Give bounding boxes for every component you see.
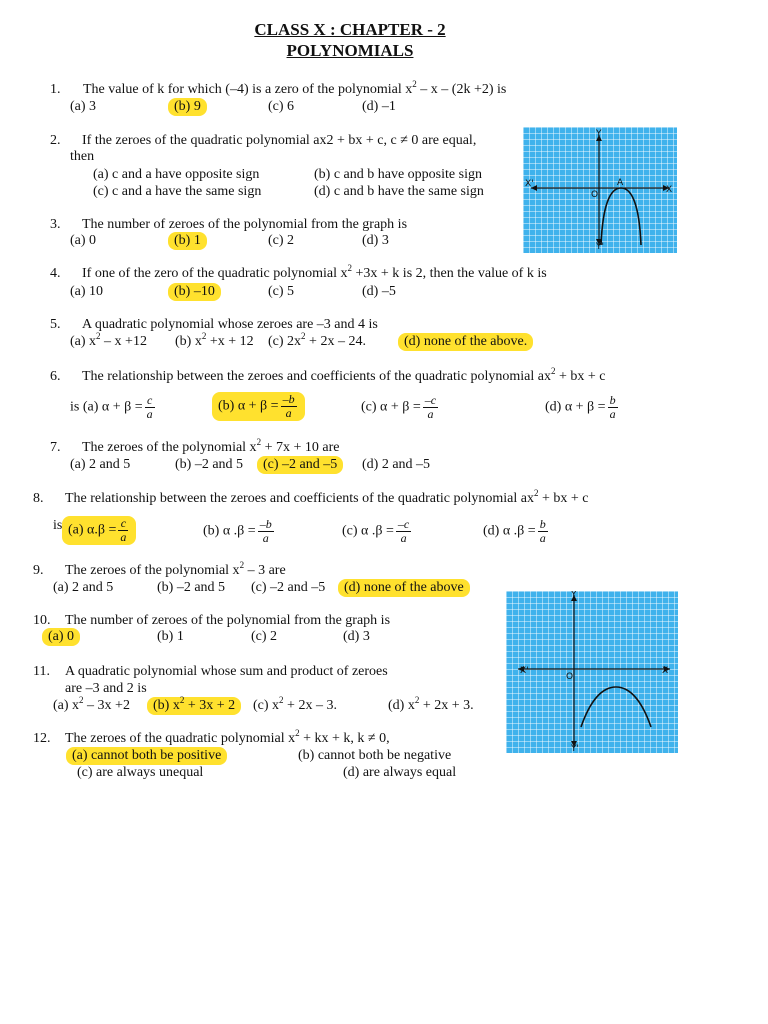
q8-text: The relationship between the zeroes and coefficients of the quadratic polynomial $ax^2$ + bx + c	[65, 488, 589, 506]
g2-y-label: Y	[571, 591, 577, 600]
g1-origin-label: O	[591, 190, 599, 200]
q5-option-b: (b) $x^2 +x + 12$	[175, 331, 254, 349]
q10-number: 10.	[33, 613, 51, 628]
q10-option-b: (b) 1	[157, 629, 184, 644]
q3-option-a: (a) 0	[70, 233, 97, 248]
q2-number: 2.	[50, 133, 61, 148]
g1-x-label: X	[666, 185, 673, 195]
q3-option-c: (c) 2	[268, 233, 295, 248]
q1-text: The value of k for which (–4) is a zero of the polynomial $x^2 - x - (2k +2)$ is	[83, 79, 507, 97]
q2-text-cont: then	[70, 149, 95, 164]
q4-option-a: (a) 10	[70, 284, 104, 299]
q11-option-c: (c) $x^2 + 2x - 3$.	[253, 695, 337, 713]
q8-option-a: (a) α.β = $\frac{c}{a}$	[62, 516, 136, 545]
q3-text: The number of zeroes of the polynomial from the graph is	[82, 217, 408, 232]
q10-option-c: (c) 2	[251, 629, 278, 644]
q1-option-d: (d) –1	[362, 99, 396, 114]
q12-option-b: (b) cannot both be negative	[298, 748, 452, 763]
q9-number: 9.	[33, 563, 44, 578]
q5-option-d: (d) none of the above.	[398, 333, 533, 351]
q4-option-c: (c) 5	[268, 284, 295, 299]
q4-text: If one of the zero of the quadratic polynomial $x^2 +3x + k$ is 2, then the value of k is	[82, 263, 547, 281]
q10-option-d: (d) 3	[343, 629, 370, 644]
q12-text: The zeroes of the quadratic polynomial $x^2$ + kx + k, k ≠ 0,	[65, 728, 390, 746]
q11-number: 11.	[33, 664, 50, 679]
q9-option-d: (d) none of the above	[338, 579, 470, 597]
q5-number: 5.	[50, 317, 61, 332]
q6-option-c: (c) α + β = $\frac{-c}{a}$	[361, 393, 437, 421]
page-title: CLASS X : CHAPTER - 2	[254, 20, 446, 39]
q1-number: 1.	[50, 82, 61, 97]
q7-option-a: (a) 2 and 5	[70, 457, 131, 472]
parabola-graph-no-zero	[506, 591, 678, 753]
q11-option-a: (a) $x^2 - 3x +2$	[53, 695, 130, 713]
q2-text: If the zeroes of the quadratic polynomial ax2 + bx + c, c ≠ 0 are equal,	[82, 133, 477, 148]
q3-option-d: (d) 3	[362, 233, 389, 248]
q4-number: 4.	[50, 266, 61, 281]
q6-option-a: is (a) α + β = $\frac{c}{a}$	[70, 393, 153, 421]
q8-option-c: (c) α .β = $\frac{-c}{a}$	[342, 517, 410, 545]
q6-number: 6.	[50, 369, 61, 384]
q7-text: The zeroes of the polynomial $x^2 + 7x + 10$ are	[82, 437, 340, 455]
q12-option-d: (d) are always equal	[343, 765, 457, 780]
g2-origin-label: O	[566, 672, 574, 682]
q12-option-c: (c) are always unequal	[77, 765, 204, 780]
q7-option-d: (d) 2 and –5	[362, 457, 431, 472]
q11-text: A quadratic polynomial whose sum and product of zeroes	[65, 664, 388, 679]
q1-option-a: (a) 3	[70, 99, 97, 114]
q7-option-b: (b) –2 and 5	[175, 457, 244, 472]
q12-option-a: (a) cannot both be positive	[66, 747, 227, 765]
q8-number: 8.	[33, 491, 44, 506]
parabola-graph-one-zero	[523, 127, 677, 253]
q2-option-c: (c) c and a have the same sign	[93, 184, 262, 199]
q6-option-b: (b) α + β = $\frac{-b}{a}$	[212, 392, 305, 421]
q3-number: 3.	[50, 217, 61, 232]
q2-option-d: (d) c and b have the same sign	[314, 184, 484, 199]
q2-option-a: (a) c and a have opposite sign	[93, 167, 260, 182]
page-subtitle: POLYNOMIALS	[286, 41, 414, 60]
q3-option-b: (b) 1	[168, 232, 207, 250]
q1-option-c: (c) 6	[268, 99, 295, 114]
g1-xp-label: X'	[525, 179, 534, 189]
q8-option-b: (b) α .β = $\frac{-b}{a}$	[203, 517, 272, 545]
q5-option-a: (a) $x^2 - x +12$	[70, 331, 147, 349]
q8-option-d: (d) α .β = $\frac{b}{a}$	[483, 517, 546, 545]
q9-option-c: (c) –2 and –5	[251, 580, 326, 595]
q4-option-b: (b) –10	[168, 283, 221, 301]
q9-text: The zeroes of the polynomial $x^2 - 3$ are	[65, 560, 286, 578]
q6-option-d: (d) α + β = $\frac{b}{a}$	[545, 393, 616, 421]
q11-text-cont: are –3 and 2 is	[65, 681, 147, 696]
q11-option-b: (b) $x^2 + 3x + 2$	[147, 697, 241, 715]
q10-option-a: (a) 0	[42, 628, 80, 646]
q11-option-d: (d) $x^2 + 2x + 3$.	[388, 695, 474, 713]
q7-number: 7.	[50, 440, 61, 455]
q4-option-d: (d) –5	[362, 284, 396, 299]
q6-text: The relationship between the zeroes and coefficients of the quadratic polynomial $ax^2$ + bx + c	[82, 366, 606, 384]
q9-option-b: (b) –2 and 5	[157, 580, 226, 595]
q5-text: A quadratic polynomial whose zeroes are –3 and 4 is	[82, 317, 378, 332]
q9-option-a: (a) 2 and 5	[53, 580, 114, 595]
q5-option-c: (c) $2x^2 + 2x - 24$.	[268, 331, 366, 349]
g2-yp-label: Y'	[571, 744, 579, 753]
g1-vertex-label: A	[617, 178, 624, 188]
g1-y-label: Y	[596, 129, 602, 139]
q1-option-b: (b) 9	[168, 98, 207, 116]
q7-option-c: (c) –2 and –5	[257, 456, 343, 474]
q2-option-b: (b) c and b have opposite sign	[314, 167, 482, 182]
g2-x-label: X	[662, 666, 669, 676]
g2-xp-label: X'	[520, 666, 529, 676]
q12-number: 12.	[33, 731, 51, 746]
q10-text: The number of zeroes of the polynomial from the graph is	[65, 613, 391, 628]
g1-yp-label: Y'	[596, 242, 604, 252]
q8-is: is	[53, 518, 63, 533]
